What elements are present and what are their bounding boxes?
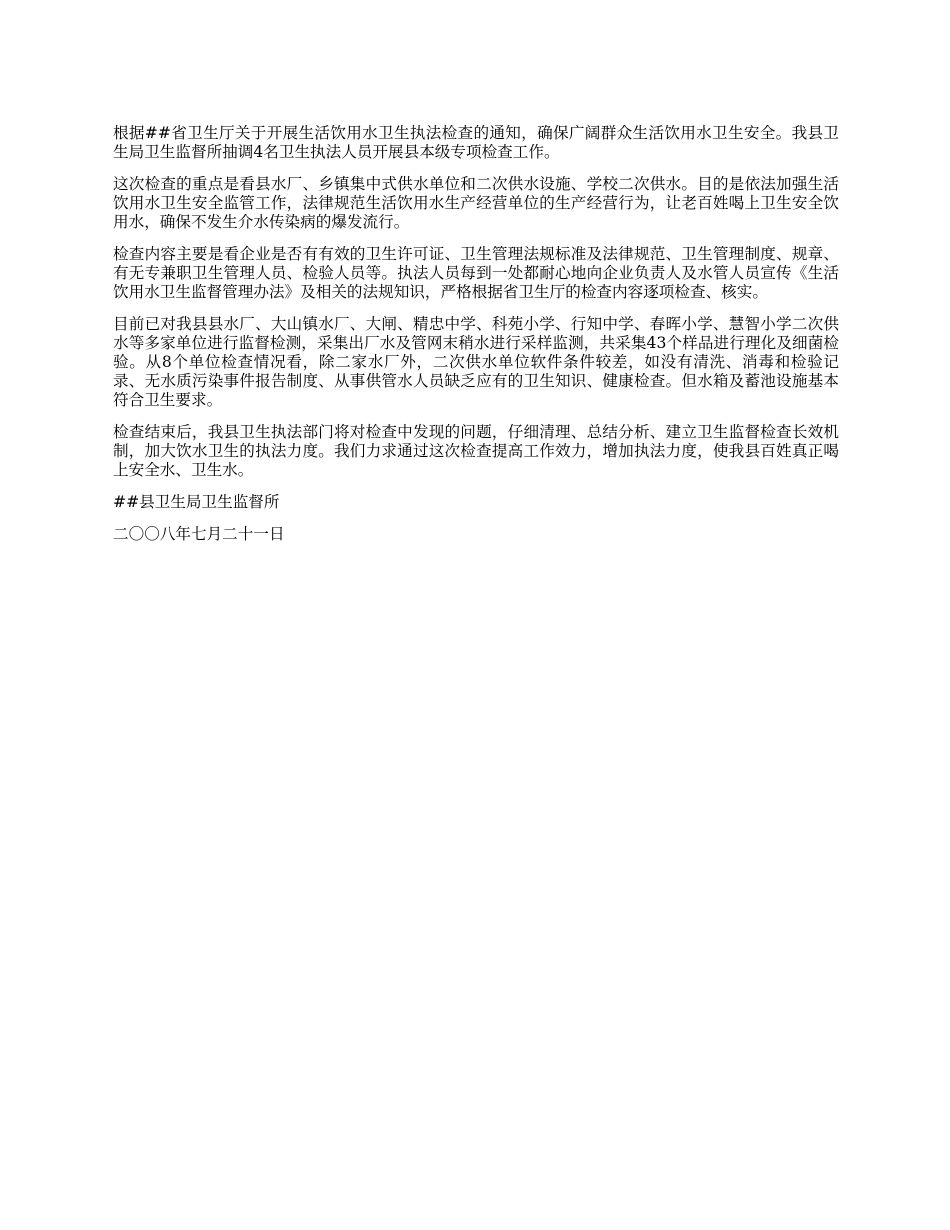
- signature: ##县卫生局卫生监督所: [113, 493, 280, 511]
- paragraph-content: 检查内容主要是看企业是否有有效的卫生许可证、卫生管理法规标准及法律规范、卫生管理制度、规章、有无专兼职卫生管理人员、检验人员等。执法人员每到一处都耐心地向企业负责人及水管人员宣传《生活饮用水卫生监督管理办法》及相关的法规知识，严格根据省卫生厅的检查内容逐项检查、核实。: [113, 245, 839, 301]
- paragraph-conclusion: 检查结束后，我县卫生执法部门将对检查中发现的问题，仔细清理、总结分析、建立卫生监督检查长效机制，加大饮水卫生的执法力度。我们力求通过这次检查提高工作效力，增加执法力度，使我县百姓真正喝上安全水、卫生水。: [113, 423, 839, 479]
- paragraph-focus: 这次检查的重点是看县水厂、乡镇集中式供水单位和二次供水设施、学校二次供水。目的是依法加强生活饮用水卫生安全监管工作，法律规范生活饮用水生产经营单位的生产经营行为，让老百姓喝上卫生安全饮用水，确保不发生介水传染病的爆发流行。: [113, 175, 839, 231]
- paragraph-progress: 目前已对我县县水厂、大山镇水厂、大闸、精忠中学、科苑小学、行知中学、春晖小学、慧智小学二次供水等多家单位进行监督检测，采集出厂水及管网末稍水进行采样监测，共采集43个样品进行理化及细菌检验。从8个单位检查情况看，除二家水厂外，二次供水单位软件条件较差，如没有清洗、消毒和检验记录、无水质污染事件报告制度、从事供管水人员缺乏应有的卫生知识、健康检查。但水箱及蓄池设施基本符合卫生要求。: [113, 315, 839, 409]
- document-date: 二〇〇八年七月二十一日: [113, 525, 285, 543]
- paragraph-notice: 根据##省卫生厅关于开展生活饮用水卫生执法检查的通知，确保广阔群众生活饮用水卫生安全。我县卫生局卫生监督所抽调4名卫生执法人员开展县本级专项检查工作。: [113, 124, 839, 161]
- document-body: [113, 124, 839, 557]
